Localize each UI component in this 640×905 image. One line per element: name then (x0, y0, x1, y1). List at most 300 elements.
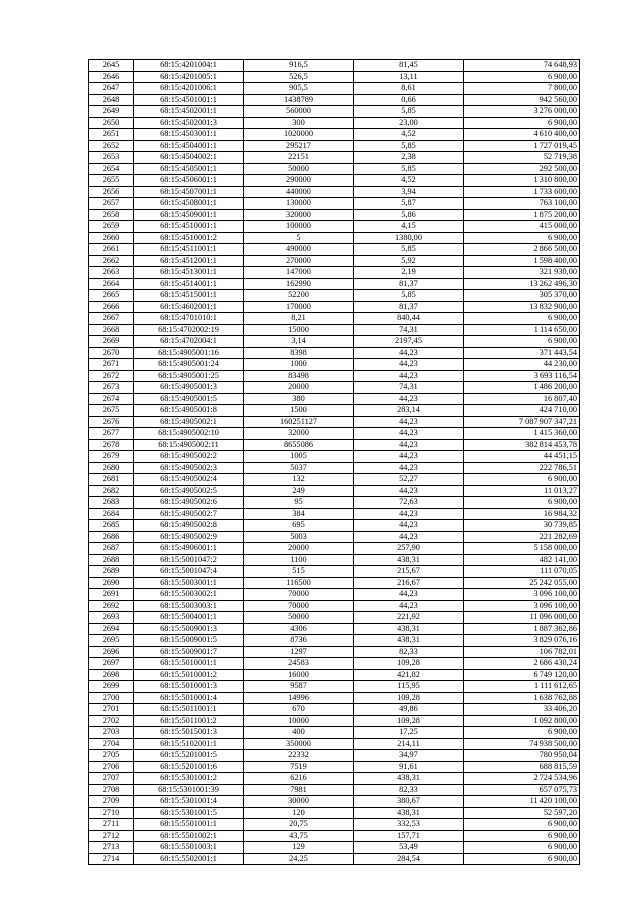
table-row (89, 508, 580, 520)
area-cell: 3,14 (244, 336, 354, 348)
row-number-cell: 2648 (89, 94, 134, 106)
row-number-cell: 2662 (89, 255, 134, 267)
specific-value-cell: 438,31 (354, 773, 464, 785)
table-row (89, 554, 580, 566)
cadastral-number-cell: 68:15:4702004:1 (134, 336, 244, 348)
cadastral-value-cell: 44 451,15 (464, 451, 580, 463)
area-cell: 526,5 (244, 71, 354, 83)
cadastral-value-cell: 1 111 612,65 (464, 681, 580, 693)
table-row (89, 807, 580, 819)
cadastral-number-cell: 68:15:5301001:4 (134, 796, 244, 808)
specific-value-cell: 53,49 (354, 842, 464, 854)
specific-value-cell: 72,63 (354, 497, 464, 509)
table-row (89, 485, 580, 497)
area-cell: 560000 (244, 106, 354, 118)
specific-value-cell: 5,85 (354, 140, 464, 152)
row-number-cell: 2661 (89, 244, 134, 256)
specific-value-cell: 4,52 (354, 175, 464, 187)
area-cell: 1100 (244, 554, 354, 566)
table-row (89, 853, 580, 865)
area-cell: 22332 (244, 750, 354, 762)
table-row (89, 704, 580, 716)
row-number-cell: 2698 (89, 669, 134, 681)
specific-value-cell: 840,44 (354, 313, 464, 325)
area-cell: 670 (244, 704, 354, 716)
cadastral-number-cell: 68:15:4504001:1 (134, 140, 244, 152)
table-row (89, 244, 580, 256)
row-number-cell: 2695 (89, 635, 134, 647)
cadastral-number-cell: 68:15:4513001:1 (134, 267, 244, 279)
cadastral-value-cell: 1 415 360,00 (464, 428, 580, 440)
cadastral-value-cell: 3 276 000,00 (464, 106, 580, 118)
cadastral-number-cell: 68:15:5009001:7 (134, 646, 244, 658)
cadastral-value-cell: 3 829 076,16 (464, 635, 580, 647)
cadastral-value-cell: 6 900,00 (464, 117, 580, 129)
row-number-cell: 2692 (89, 600, 134, 612)
area-cell: 70000 (244, 589, 354, 601)
cadastral-number-cell: 68:15:4905002:1 (134, 416, 244, 428)
table-row (89, 163, 580, 175)
cadastral-value-cell: 16 807,40 (464, 393, 580, 405)
cadastral-number-cell: 68:15:4502001:1 (134, 106, 244, 118)
cadastral-number-cell: 68:15:5009001:3 (134, 623, 244, 635)
cadastral-number-cell: 68:15:4905002:6 (134, 497, 244, 509)
cadastral-number-cell: 68:15:4905002:3 (134, 462, 244, 474)
area-cell: 50000 (244, 163, 354, 175)
row-number-cell: 2674 (89, 393, 134, 405)
area-cell: 116500 (244, 577, 354, 589)
area-cell: 30000 (244, 796, 354, 808)
cadastral-value-cell: 1 887 362,86 (464, 623, 580, 635)
specific-value-cell: 74,31 (354, 324, 464, 336)
cadastral-number-cell: 68:15:4905002:7 (134, 508, 244, 520)
specific-value-cell: 284,54 (354, 853, 464, 865)
area-cell: 32000 (244, 428, 354, 440)
area-cell: 7519 (244, 761, 354, 773)
cadastral-number-cell: 68:15:4502001:3 (134, 117, 244, 129)
area-cell: 43,75 (244, 830, 354, 842)
cadastral-value-cell: 6 900,00 (464, 232, 580, 244)
area-cell: 132 (244, 474, 354, 486)
area-cell: 7981 (244, 784, 354, 796)
area-cell: 129 (244, 842, 354, 854)
cadastral-number-cell: 68:15:5301001:2 (134, 773, 244, 785)
cadastral-value-cell: 371 443,54 (464, 347, 580, 359)
area-cell: 16000 (244, 669, 354, 681)
specific-value-cell: 5,85 (354, 244, 464, 256)
table-row (89, 60, 580, 72)
row-number-cell: 2689 (89, 566, 134, 578)
row-number-cell: 2660 (89, 232, 134, 244)
cadastral-value-cell: 11 096 000,00 (464, 612, 580, 624)
specific-value-cell: 81,45 (354, 60, 464, 72)
table-row (89, 497, 580, 509)
area-cell: 120 (244, 807, 354, 819)
row-number-cell: 2696 (89, 646, 134, 658)
table-row (89, 692, 580, 704)
specific-value-cell: 44,23 (354, 589, 464, 601)
table-row (89, 393, 580, 405)
row-number-cell: 2710 (89, 807, 134, 819)
cadastral-number-cell: 68:15:4905002:11 (134, 439, 244, 451)
cadastral-number-cell: 68:15:4509001:1 (134, 209, 244, 221)
row-number-cell: 2680 (89, 462, 134, 474)
cadastral-value-cell: 1 486 200,00 (464, 382, 580, 394)
specific-value-cell: 4,15 (354, 221, 464, 233)
area-cell: 5003 (244, 531, 354, 543)
table-row (89, 255, 580, 267)
cadastral-value-cell: 305 370,00 (464, 290, 580, 302)
row-number-cell: 2705 (89, 750, 134, 762)
cadastral-value-cell: 221 282,69 (464, 531, 580, 543)
specific-value-cell: 5,86 (354, 209, 464, 221)
cadastral-value-cell: 5 158 000,00 (464, 543, 580, 555)
table-row (89, 313, 580, 325)
table-row (89, 267, 580, 279)
specific-value-cell: 81,37 (354, 301, 464, 313)
row-number-cell: 2684 (89, 508, 134, 520)
specific-value-cell: 44,23 (354, 416, 464, 428)
cadastral-number-cell: 68:15:5003002:1 (134, 589, 244, 601)
cadastral-number-cell: 68:15:4201006:1 (134, 83, 244, 95)
area-cell: 1438789 (244, 94, 354, 106)
specific-value-cell: 44,23 (354, 520, 464, 532)
area-cell: 24583 (244, 658, 354, 670)
table-row (89, 669, 580, 681)
row-number-cell: 2659 (89, 221, 134, 233)
specific-value-cell: 81,37 (354, 278, 464, 290)
cadastral-value-cell: 74 938 500,00 (464, 738, 580, 750)
table-row (89, 129, 580, 141)
specific-value-cell: 438,31 (354, 635, 464, 647)
area-cell: 70000 (244, 600, 354, 612)
cadastral-number-cell: 68:15:4506001:1 (134, 175, 244, 187)
table-row (89, 416, 580, 428)
row-number-cell: 2679 (89, 451, 134, 463)
table-row (89, 198, 580, 210)
cadastral-number-cell: 68:15:5301001:39 (134, 784, 244, 796)
specific-value-cell: 438,31 (354, 807, 464, 819)
cadastral-value-cell: 6 900,00 (464, 497, 580, 509)
specific-value-cell: 332,53 (354, 819, 464, 831)
cadastral-number-cell: 68:15:5010001:3 (134, 681, 244, 693)
cadastral-value-cell: 482 141,00 (464, 554, 580, 566)
table-row (89, 681, 580, 693)
row-number-cell: 2693 (89, 612, 134, 624)
area-cell: 130000 (244, 198, 354, 210)
area-cell: 8655086 (244, 439, 354, 451)
cadastral-value-cell: 11 013,27 (464, 485, 580, 497)
row-number-cell: 2681 (89, 474, 134, 486)
cadastral-value-cell: 382 814 453,78 (464, 439, 580, 451)
area-cell: 24,25 (244, 853, 354, 865)
area-cell: 83498 (244, 370, 354, 382)
cadastral-value-cell: 7 800,00 (464, 83, 580, 95)
table-row (89, 796, 580, 808)
area-cell: 20000 (244, 543, 354, 555)
cadastral-value-cell: 6 900,00 (464, 474, 580, 486)
table-row (89, 140, 580, 152)
row-number-cell: 2711 (89, 819, 134, 831)
cadastral-value-cell: 52 597,20 (464, 807, 580, 819)
table-row (89, 324, 580, 336)
table-row (89, 727, 580, 739)
table-row (89, 715, 580, 727)
row-number-cell: 2672 (89, 370, 134, 382)
row-number-cell: 2685 (89, 520, 134, 532)
cadastral-value-cell: 6 900,00 (464, 313, 580, 325)
table-row (89, 232, 580, 244)
cadastral-number-cell: 68:15:4507001:1 (134, 186, 244, 198)
row-number-cell: 2691 (89, 589, 134, 601)
cadastral-number-cell: 68:15:4905001:8 (134, 405, 244, 417)
table-row (89, 658, 580, 670)
area-cell: 8,21 (244, 313, 354, 325)
specific-value-cell: 216,67 (354, 577, 464, 589)
cadastral-value-cell: 657 075,73 (464, 784, 580, 796)
area-cell: 300 (244, 117, 354, 129)
area-cell: 147000 (244, 267, 354, 279)
row-number-cell: 2682 (89, 485, 134, 497)
row-number-cell: 2683 (89, 497, 134, 509)
area-cell: 440000 (244, 186, 354, 198)
row-number-cell: 2703 (89, 727, 134, 739)
table-row (89, 439, 580, 451)
table-row (89, 382, 580, 394)
specific-value-cell: 91,61 (354, 761, 464, 773)
cadastral-value-cell: 1 638 762,88 (464, 692, 580, 704)
cadastral-value-table (88, 59, 580, 865)
specific-value-cell: 82,33 (354, 646, 464, 658)
table-row (89, 520, 580, 532)
specific-value-cell: 82,33 (354, 784, 464, 796)
area-cell: 8398 (244, 347, 354, 359)
table-row (89, 209, 580, 221)
row-number-cell: 2671 (89, 359, 134, 371)
table-row (89, 750, 580, 762)
row-number-cell: 2690 (89, 577, 134, 589)
cadastral-number-cell: 68:15:5004001:1 (134, 612, 244, 624)
table-row (89, 577, 580, 589)
row-number-cell: 2651 (89, 129, 134, 141)
cadastral-value-cell: 321 930,00 (464, 267, 580, 279)
area-cell: 400 (244, 727, 354, 739)
row-number-cell: 2700 (89, 692, 134, 704)
row-number-cell: 2673 (89, 382, 134, 394)
area-cell: 22151 (244, 152, 354, 164)
specific-value-cell: 3,94 (354, 186, 464, 198)
cadastral-number-cell: 68:15:5011001:1 (134, 704, 244, 716)
table-row (89, 773, 580, 785)
area-cell: 160251127 (244, 416, 354, 428)
cadastral-value-cell: 2 724 534,96 (464, 773, 580, 785)
table-row (89, 290, 580, 302)
specific-value-cell: 2,38 (354, 152, 464, 164)
specific-value-cell: 5,87 (354, 198, 464, 210)
cadastral-number-cell: 68:15:5009001:5 (134, 635, 244, 647)
specific-value-cell: 380,67 (354, 796, 464, 808)
cadastral-value-cell: 292 500,00 (464, 163, 580, 175)
area-cell: 10000 (244, 715, 354, 727)
row-number-cell: 2649 (89, 106, 134, 118)
cadastral-number-cell: 68:15:4905002:8 (134, 520, 244, 532)
cadastral-value-cell: 74 648,93 (464, 60, 580, 72)
cadastral-value-cell: 1 114 650,00 (464, 324, 580, 336)
table-row (89, 842, 580, 854)
cadastral-value-cell: 6 900,00 (464, 71, 580, 83)
area-cell: 100000 (244, 221, 354, 233)
area-cell: 320000 (244, 209, 354, 221)
cadastral-value-cell: 222 786,51 (464, 462, 580, 474)
cadastral-number-cell: 68:15:5003003:1 (134, 600, 244, 612)
row-number-cell: 2699 (89, 681, 134, 693)
area-cell: 20000 (244, 382, 354, 394)
cadastral-value-cell: 1 733 600,00 (464, 186, 580, 198)
area-cell: 1005 (244, 451, 354, 463)
area-cell: 5 (244, 232, 354, 244)
area-cell: 490000 (244, 244, 354, 256)
area-cell: 515 (244, 566, 354, 578)
cadastral-value-cell: 415 000,00 (464, 221, 580, 233)
table-row (89, 405, 580, 417)
cadastral-value-cell: 780 950,04 (464, 750, 580, 762)
table-row (89, 106, 580, 118)
cadastral-number-cell: 68:15:4905002:5 (134, 485, 244, 497)
row-number-cell: 2646 (89, 71, 134, 83)
cadastral-number-cell: 68:15:4602001:1 (134, 301, 244, 313)
area-cell: 290000 (244, 175, 354, 187)
cadastral-number-cell: 68:15:4515001:1 (134, 290, 244, 302)
table-row (89, 186, 580, 198)
table-row (89, 474, 580, 486)
row-number-cell: 2702 (89, 715, 134, 727)
specific-value-cell: 5,92 (354, 255, 464, 267)
row-number-cell: 2686 (89, 531, 134, 543)
row-number-cell: 2654 (89, 163, 134, 175)
table-row (89, 71, 580, 83)
table-body (89, 60, 580, 865)
table-row (89, 451, 580, 463)
cadastral-number-cell: 68:15:5102001:1 (134, 738, 244, 750)
cadastral-value-cell: 16 984,32 (464, 508, 580, 520)
cadastral-number-cell: 68:15:5201001:5 (134, 750, 244, 762)
specific-value-cell: 157,71 (354, 830, 464, 842)
specific-value-cell: 5,85 (354, 290, 464, 302)
area-cell: 50000 (244, 612, 354, 624)
cadastral-number-cell: 68:15:5011001:2 (134, 715, 244, 727)
specific-value-cell: 2197,45 (354, 336, 464, 348)
cadastral-value-cell: 106 782,01 (464, 646, 580, 658)
row-number-cell: 2678 (89, 439, 134, 451)
row-number-cell: 2706 (89, 761, 134, 773)
cadastral-number-cell: 68:15:4514001:1 (134, 278, 244, 290)
specific-value-cell: 438,31 (354, 554, 464, 566)
cadastral-value-cell: 1 727 019,45 (464, 140, 580, 152)
cadastral-number-cell: 68:15:4501001:1 (134, 94, 244, 106)
specific-value-cell: 109,28 (354, 692, 464, 704)
table-row (89, 428, 580, 440)
area-cell: 5037 (244, 462, 354, 474)
cadastral-number-cell: 68:15:4702002:19 (134, 324, 244, 336)
cadastral-number-cell: 68:15:4905002:10 (134, 428, 244, 440)
cadastral-number-cell: 68:15:4512001:1 (134, 255, 244, 267)
row-number-cell: 2655 (89, 175, 134, 187)
cadastral-number-cell: 68:15:4503001:1 (134, 129, 244, 141)
cadastral-value-cell: 1 598 400,00 (464, 255, 580, 267)
cadastral-value-cell: 1 092 800,00 (464, 715, 580, 727)
specific-value-cell: 23,00 (354, 117, 464, 129)
table-row (89, 278, 580, 290)
area-cell: 384 (244, 508, 354, 520)
specific-value-cell: 2,19 (354, 267, 464, 279)
area-cell: 1020000 (244, 129, 354, 141)
cadastral-number-cell: 68:15:5003001:1 (134, 577, 244, 589)
specific-value-cell: 109,28 (354, 715, 464, 727)
row-number-cell: 2650 (89, 117, 134, 129)
cadastral-value-cell: 1 310 800,00 (464, 175, 580, 187)
area-cell: 1500 (244, 405, 354, 417)
specific-value-cell: 44,23 (354, 393, 464, 405)
specific-value-cell: 5,85 (354, 106, 464, 118)
cadastral-value-cell: 44 230,00 (464, 359, 580, 371)
area-cell: 295217 (244, 140, 354, 152)
specific-value-cell: 13,11 (354, 71, 464, 83)
cadastral-value-cell: 6 900,00 (464, 853, 580, 865)
cadastral-number-cell: 68:15:4905001:3 (134, 382, 244, 394)
table-row (89, 175, 580, 187)
specific-value-cell: 44,23 (354, 600, 464, 612)
specific-value-cell: 44,23 (354, 508, 464, 520)
cadastral-value-cell: 3 693 116,54 (464, 370, 580, 382)
row-number-cell: 2653 (89, 152, 134, 164)
table-row (89, 301, 580, 313)
cadastral-value-cell: 424 710,00 (464, 405, 580, 417)
table-row (89, 623, 580, 635)
row-number-cell: 2647 (89, 83, 134, 95)
area-cell: 380 (244, 393, 354, 405)
row-number-cell: 2645 (89, 60, 134, 72)
cadastral-number-cell: 68:15:4510001:1 (134, 221, 244, 233)
cadastral-number-cell: 68:15:4905002:9 (134, 531, 244, 543)
area-cell: 6216 (244, 773, 354, 785)
table-row (89, 738, 580, 750)
specific-value-cell: 8,61 (354, 83, 464, 95)
row-number-cell: 2677 (89, 428, 134, 440)
table-row (89, 566, 580, 578)
cadastral-value-cell: 52 719,38 (464, 152, 580, 164)
cadastral-value-cell: 33 406,20 (464, 704, 580, 716)
cadastral-number-cell: 68:15:4201004:1 (134, 60, 244, 72)
cadastral-number-cell: 68:15:4504002:1 (134, 152, 244, 164)
row-number-cell: 2707 (89, 773, 134, 785)
area-cell: 9587 (244, 681, 354, 693)
specific-value-cell: 74,31 (354, 382, 464, 394)
table-row (89, 370, 580, 382)
row-number-cell: 2701 (89, 704, 134, 716)
row-number-cell: 2694 (89, 623, 134, 635)
area-cell: 15000 (244, 324, 354, 336)
cadastral-number-cell: 68:15:4511001:1 (134, 244, 244, 256)
cadastral-number-cell: 68:15:5015001:3 (134, 727, 244, 739)
row-number-cell: 2656 (89, 186, 134, 198)
table-row (89, 612, 580, 624)
cadastral-value-cell: 7 087 907 347,21 (464, 416, 580, 428)
cadastral-number-cell: 68:15:4508001:1 (134, 198, 244, 210)
cadastral-number-cell: 68:15:5010001:1 (134, 658, 244, 670)
specific-value-cell: 44,23 (354, 428, 464, 440)
cadastral-value-cell: 688 815,59 (464, 761, 580, 773)
cadastral-number-cell: 68:15:4201005:1 (134, 71, 244, 83)
